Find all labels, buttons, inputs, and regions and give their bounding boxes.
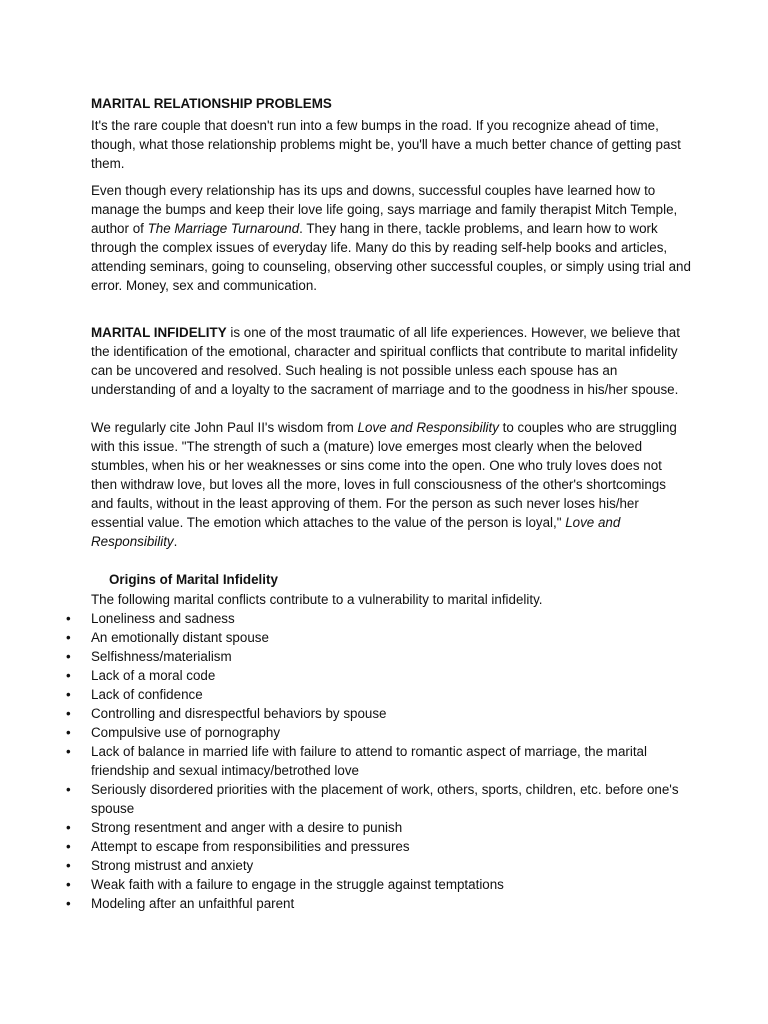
book-title-love-responsibility-citation: Love and Responsibility [91,515,621,549]
list-item-text: Lack of a moral code [91,668,216,683]
list-item-text: Weak faith with a failure to engage in the struggle against temptations [91,877,504,892]
bullet-icon: • [66,725,71,740]
list-item [66,666,691,685]
bullet-icon: • [66,687,71,702]
list-item [66,780,691,818]
bullet-icon: • [66,877,71,892]
bullet-icon: • [66,839,71,854]
list-item-text: Lack of confidence [91,687,203,702]
bullet-icon: • [66,630,71,645]
bullet-icon: • [66,782,71,797]
list-item [66,837,691,856]
bullet-icon: • [66,706,71,721]
list-item-text: Modeling after an unfaithful parent [91,896,295,911]
paragraph-john-paul-quote: We regularly cite John Paul II's wisdom from Love and Responsibility to couples who are struggling with this issue. "The strength of such a (mature) love emerges most clearly when the beloved stumbles, when his or her weaknesses or sins come into the open. One who truly loves does not then withdraw love, but loves all the more, loves in full consciousness of the other's shortcomings and faults, without in the least approving of them. For the person as such never loses his/her essential value. The emotion which attaches to the value of the person is loyal," Love and Responsibility. [91,420,677,549]
marital-infidelity-heading: MARITAL INFIDELITY [91,325,227,340]
bullet-icon: • [66,858,71,873]
bullet-icon: • [66,649,71,664]
list-item [66,704,691,723]
paragraph-marital-infidelity: MARITAL INFIDELITY is one of the most traumatic of all life experiences. However, we believe that the identification of the emotional, character and spiritual conflicts that contribute to marital infidelity can be uncovered and resolved. Such healing is not possible unless each spouse has an understanding of and a loyalty to the sacrament of marriage and to the goodness in his/her spouse. [91,325,680,397]
list-item [66,856,691,875]
list-item [66,647,691,666]
list-item [66,742,691,780]
bullet-icon: • [66,668,71,683]
section-subheading: Origins of Marital Infidelity [109,572,278,587]
list-item-text: Controlling and disrespectful behaviors by spouse [91,706,387,721]
document-title: MARITAL RELATIONSHIP PROBLEMS [91,96,332,111]
list-item-text: Lack of balance in married life with failure to attend to romantic aspect of marriage, the marital friendship and sexual intimacy/betrothed love [91,744,647,778]
list-item-text: Loneliness and sadness [91,611,235,626]
list-intro: The following marital conflicts contribute to a vulnerability to marital infidelity. [91,592,543,607]
paragraph-successful-couples: Even though every relationship has its ups and downs, successful couples have learned how to manage the bumps and keep their love life going, says marriage and family therapist Mitch Temple, author of The Marriage Turnaround. They hang in there, tackle problems, and learn how to work through the complex issues of everyday life. Many do this by reading self-help books and articles, attending seminars, going to counseling, observing other successful couples, or simply using trial and error. Money, sex and communication. [91,183,691,293]
list-item [66,875,691,894]
document-body [66,94,691,913]
bullet-icon: • [66,611,71,626]
list-item [66,609,691,628]
list-item-text: Compulsive use of pornography [91,725,281,740]
list-item-text: Selfishness/materialism [91,649,232,664]
list-item-text: Seriously disordered priorities with the placement of work, others, sports, children, etc. before one's spouse [91,782,679,816]
bullet-icon: • [66,896,71,911]
book-title-love-responsibility: Love and Responsibility [357,420,499,435]
list-item [66,894,691,913]
list-item-text: An emotionally distant spouse [91,630,269,645]
list-item-text: Strong resentment and anger with a desire to punish [91,820,403,835]
list-item [66,818,691,837]
list-item [66,723,691,742]
paragraph-intro: It's the rare couple that doesn't run into a few bumps in the road. If you recognize ahead of time, though, what those relationship problems might be, you'll have a much better chance of getting past them. [91,118,681,171]
conflict-list [66,609,691,913]
list-item [66,685,691,704]
book-title-marriage-turnaround: The Marriage Turnaround [147,221,300,236]
bullet-icon: • [66,744,71,759]
list-item-text: Strong mistrust and anxiety [91,858,254,873]
bullet-icon: • [66,820,71,835]
list-item-text: Attempt to escape from responsibilities and pressures [91,839,410,854]
list-item [66,628,691,647]
